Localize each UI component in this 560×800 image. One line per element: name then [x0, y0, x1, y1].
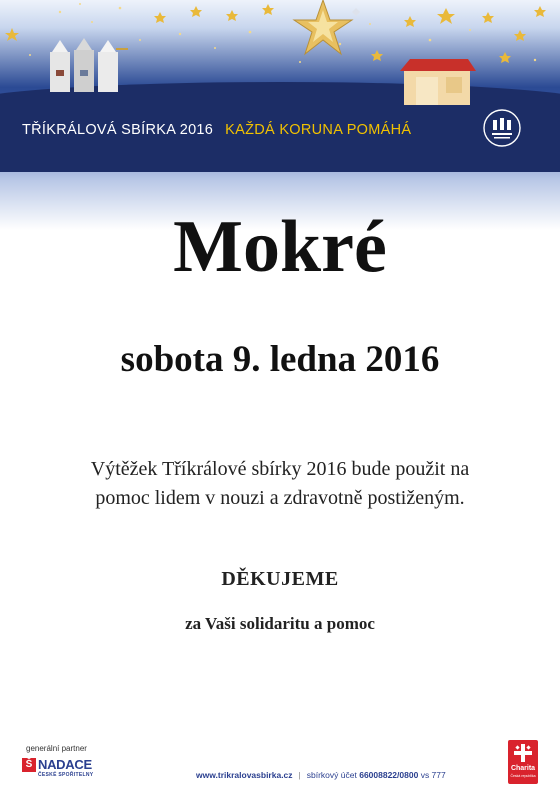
partner-subname: ČESKÉ SPOŘITELNY: [38, 772, 94, 778]
campaign-title: TŘÍKRÁLOVÁ SBÍRKA 2016: [22, 122, 214, 138]
description-line-2: pomoc lidem v nouzi a zdravotně postiženým.: [95, 487, 465, 509]
partner-label: generální partner: [26, 744, 87, 753]
three-kings-round-logo: [482, 108, 522, 148]
thanks-subtext: za Vaši solidaritu a pomoc: [185, 614, 375, 633]
partner-name: NADACE: [38, 757, 92, 772]
campaign-tagline: [22, 122, 411, 138]
account-label: sbírkový účet: [306, 770, 357, 780]
footer-contact: [196, 770, 446, 780]
charita-sublabel: Česká republika: [510, 774, 536, 778]
town-name: Mokré: [173, 206, 387, 288]
charita-label: Charita: [510, 765, 536, 772]
header-banner: [0, 0, 560, 230]
three-kings-icon: [44, 30, 134, 110]
nadace-logo: [22, 756, 100, 782]
account-number: 66008822/0800: [359, 770, 419, 780]
collection-description: [0, 455, 560, 513]
stable-house-icon: [400, 55, 476, 105]
thanks-heading: DĚKUJEME: [221, 568, 339, 590]
ceska-sporitelna-icon: Š: [22, 758, 36, 772]
charita-cross-icon: [513, 743, 533, 763]
footer-separator: |: [298, 770, 301, 780]
charita-logo: [508, 740, 538, 784]
event-date: sobota 9. ledna 2016: [120, 339, 440, 380]
description-line-1: Výtěžek Tříkrálové sbírky 2016 bude použit na: [90, 458, 470, 480]
campaign-slogan: KAŽDÁ KORUNA POMÁHÁ: [225, 122, 412, 138]
account-vs: vs 777: [420, 770, 446, 780]
website-link[interactable]: www.trikralovasbirka.cz: [196, 770, 293, 780]
comet-star-icon: [286, 0, 360, 60]
